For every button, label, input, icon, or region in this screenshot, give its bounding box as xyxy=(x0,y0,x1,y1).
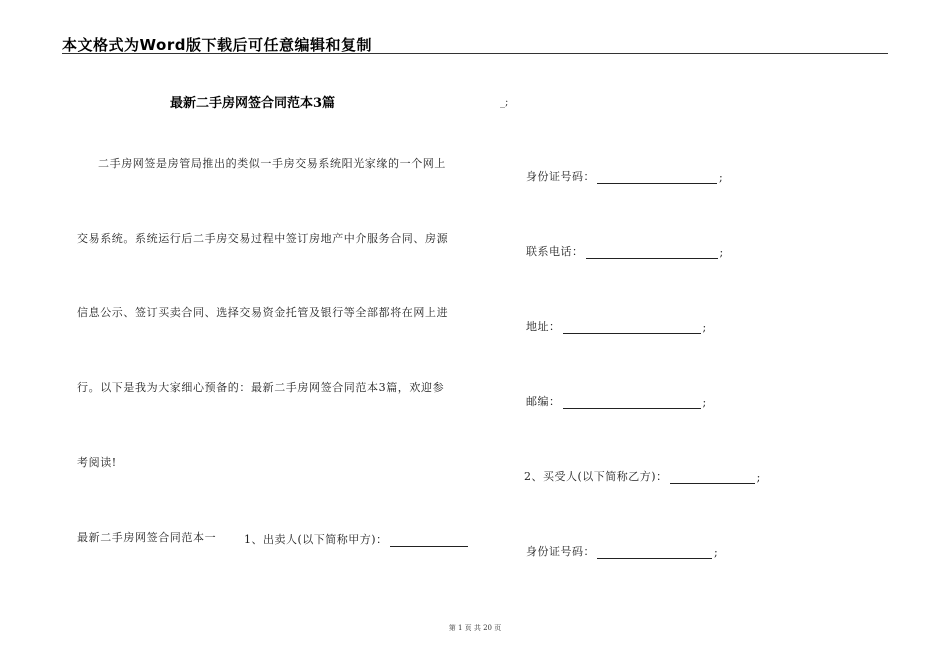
buyer-label: 2、买受人(以下简称乙方)： xyxy=(524,470,668,483)
phone-field xyxy=(526,243,724,259)
seller-label: 1、出卖人(以下简称甲方)： xyxy=(244,533,388,546)
field-suffix: ; xyxy=(719,246,724,259)
body-line-5: 考阅读! xyxy=(77,456,117,469)
seller-field xyxy=(244,531,470,547)
buyer-id-number-label: 身份证号码： xyxy=(526,545,595,558)
stray-mark: _; xyxy=(500,97,509,108)
header-divider xyxy=(62,53,888,54)
id-number-label: 身份证号码： xyxy=(526,170,595,183)
field-suffix: ; xyxy=(702,321,707,334)
body-line-3: 信息公示、签订买卖合同、选择交易资金托管及银行等全部都将在网上进 xyxy=(77,306,449,319)
postcode-field xyxy=(526,393,707,409)
phone-blank xyxy=(586,247,718,259)
buyer-field xyxy=(524,468,761,484)
body-line-2: 交易系统。系统运行后二手房交易过程中签订房地产中介服务合同、房源 xyxy=(77,232,449,245)
buyer-id-number-blank xyxy=(597,547,712,559)
buyer-id-number-field xyxy=(526,543,718,559)
buyer-blank xyxy=(670,472,755,484)
seller-blank xyxy=(390,535,468,547)
field-suffix: ; xyxy=(756,471,761,484)
field-suffix: ; xyxy=(714,546,719,559)
phone-label: 联系电话： xyxy=(526,245,584,258)
postcode-blank xyxy=(563,397,701,409)
body-line-1: 二手房网签是房管局推出的类似一手房交易系统阳光家缘的一个网上 xyxy=(98,157,446,170)
id-number-blank xyxy=(597,172,717,184)
document-title: 最新二手房网签合同范本3篇 xyxy=(170,96,336,111)
page-number: 第 1 页 共 20 页 xyxy=(448,624,502,632)
field-suffix: ; xyxy=(719,171,724,184)
section-heading: 最新二手房网签合同范本一 xyxy=(77,531,217,544)
address-blank xyxy=(563,322,701,334)
address-label: 地址： xyxy=(526,320,561,333)
field-suffix: ; xyxy=(702,396,707,409)
header-title: 本文格式为Word版下载后可任意编辑和复制 xyxy=(62,36,372,54)
address-field xyxy=(526,318,707,334)
id-number-field xyxy=(526,168,723,184)
postcode-label: 邮编： xyxy=(526,395,561,408)
body-line-4: 行。以下是我为大家细心预备的：最新二手房网签合同范本3篇，欢迎参 xyxy=(77,381,445,394)
